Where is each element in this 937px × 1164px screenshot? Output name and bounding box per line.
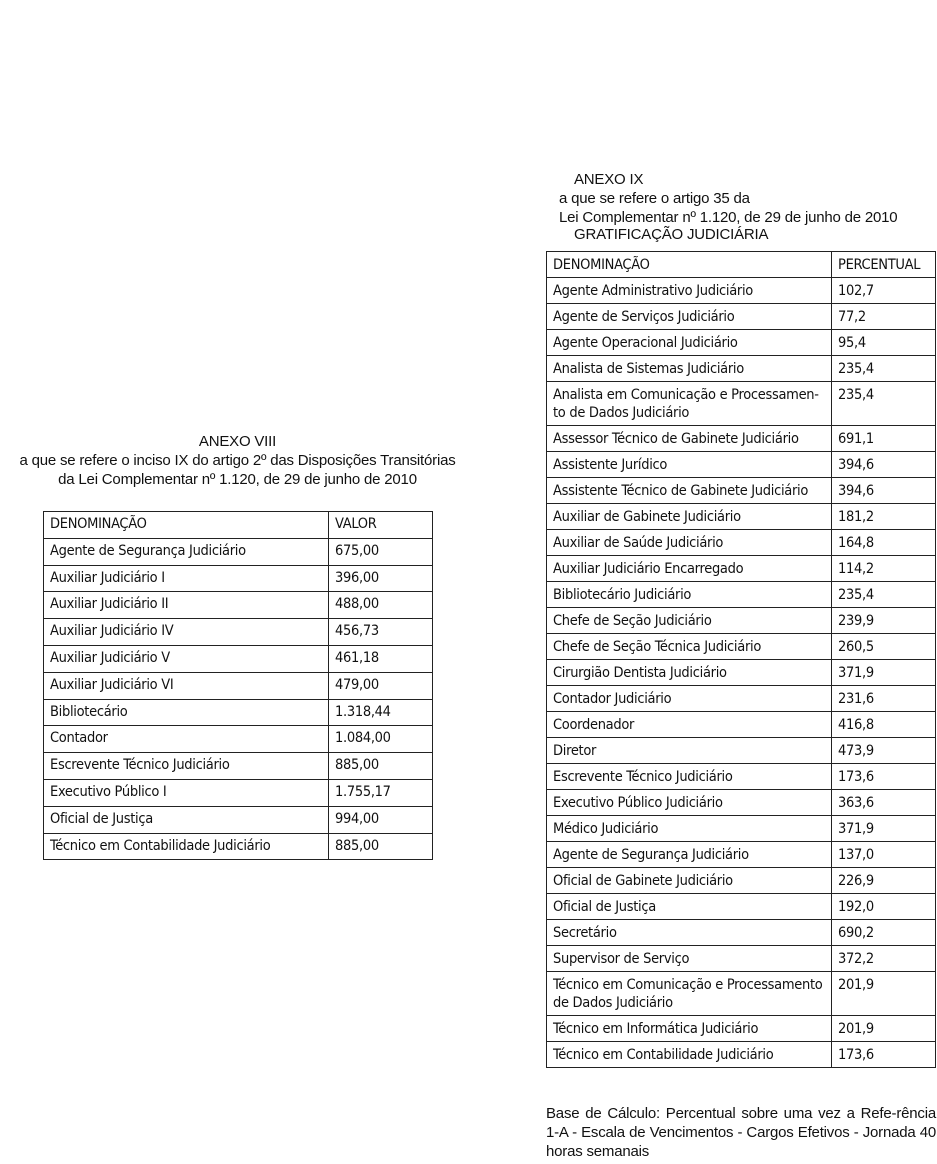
cell-value: 394,6 [832,478,936,504]
cell-denominacao: Médico Judiciário [547,816,832,842]
cell-value: 235,4 [832,356,936,382]
annex9-reference-line1: a que se refere o artigo 35 da [559,190,750,207]
cell-denominacao: Oficial de Justiça [44,806,329,833]
cell-value: 394,6 [832,452,936,478]
table-row [547,1016,936,1042]
header-denominacao: DENOMINAÇÃO [547,252,832,278]
cell-denominacao: Assistente Técnico de Gabinete Judiciário [547,478,832,504]
table-row [547,920,936,946]
cell-value: 488,00 [329,592,433,619]
cell-value: 173,6 [832,764,936,790]
cell-denominacao: Escrevente Técnico Judiciário [547,764,832,790]
cell-value: 885,00 [329,833,433,860]
table-row [547,790,936,816]
cell-value: 994,00 [329,806,433,833]
header-percentual: PERCENTUAL [832,252,936,278]
cell-denominacao: Auxiliar Judiciário Encarregado [547,556,832,582]
cell-denominacao: Agente Administrativo Judiciário [547,278,832,304]
cell-value: 363,6 [832,790,936,816]
cell-value: 371,9 [832,660,936,686]
cell-value: 164,8 [832,530,936,556]
table-row [547,842,936,868]
cell-value: 691,1 [832,426,936,452]
cell-value: 1.084,00 [329,726,433,753]
cell-denominacao: Agente de Serviços Judiciário [547,304,832,330]
cell-denominacao: Assessor Técnico de Gabinete Judiciário [547,426,832,452]
cell-value: 260,5 [832,634,936,660]
annex8-reference-line1: a que se refere o inciso IX do artigo 2º das Disposições Transitórias [19,452,456,469]
cell-value: 461,18 [329,645,433,672]
table-row [547,634,936,660]
table-row [547,972,936,1016]
annex8-heading [0,432,475,489]
table-row [547,556,936,582]
table-row [547,608,936,634]
table-row [44,565,433,592]
table-row [44,726,433,753]
calculation-base-note: Base de Cálculo: Percentual sobre uma vez a Refe-rência 1-A - Escala de Vencimentos - Cargos Efetivos - Jornada 40 horas semanais [546,1105,936,1160]
cell-denominacao: Executivo Público Judiciário [547,790,832,816]
cell-denominacao: Chefe de Seção Técnica Judiciário [547,634,832,660]
cell-denominacao: Diretor [547,738,832,764]
table-row [44,833,433,860]
cell-value: 372,2 [832,946,936,972]
cell-denominacao: Cirurgião Dentista Judiciário [547,660,832,686]
cell-denominacao: Técnico em Comunicação e Processamento de Dados Judiciário [547,972,832,1016]
table-row [547,894,936,920]
table-row [44,699,433,726]
cell-value: 95,4 [832,330,936,356]
cell-denominacao: Analista de Sistemas Judiciário [547,356,832,382]
cell-denominacao: Auxiliar Judiciário IV [44,619,329,646]
annex9-table [546,251,936,1068]
table-row [547,686,936,712]
cell-value: 1.318,44 [329,699,433,726]
cell-denominacao: Oficial de Justiça [547,894,832,920]
cell-value: 239,9 [832,608,936,634]
table-row [547,382,936,426]
table-row [547,426,936,452]
table-row [547,330,936,356]
table-row [44,592,433,619]
table-row [547,530,936,556]
cell-denominacao: Técnico em Contabilidade Judiciário [547,1042,832,1068]
cell-denominacao: Auxiliar de Gabinete Judiciário [547,504,832,530]
cell-denominacao: Técnico em Contabilidade Judiciário [44,833,329,860]
annex8-table-body [44,512,433,860]
table-row [547,304,936,330]
cell-denominacao: Agente de Segurança Judiciário [44,538,329,565]
table-row [44,645,433,672]
table-row [547,868,936,894]
cell-denominacao: Auxiliar Judiciário V [44,645,329,672]
cell-denominacao: Agente Operacional Judiciário [547,330,832,356]
cell-value: 226,9 [832,868,936,894]
cell-value: 675,00 [329,538,433,565]
cell-value: 181,2 [832,504,936,530]
table-row [44,753,433,780]
cell-value: 416,8 [832,712,936,738]
cell-denominacao: Agente de Segurança Judiciário [547,842,832,868]
annex9-table-body [547,252,936,1068]
table-row [547,504,936,530]
table-row [547,946,936,972]
table-row [547,478,936,504]
cell-denominacao: Secretário [547,920,832,946]
cell-value: 201,9 [832,1016,936,1042]
table-row [547,712,936,738]
annex9-reference-line2: Lei Complementar nº 1.120, de 29 de junho de 2010 [559,209,898,226]
cell-value: 77,2 [832,304,936,330]
table-header-row [547,252,936,278]
header-valor: VALOR [329,512,433,539]
cell-denominacao: Oficial de Gabinete Judiciário [547,868,832,894]
cell-value: 396,00 [329,565,433,592]
cell-denominacao: Auxiliar de Saúde Judiciário [547,530,832,556]
table-row [547,582,936,608]
cell-denominacao: Auxiliar Judiciário I [44,565,329,592]
cell-denominacao: Bibliotecário Judiciário [547,582,832,608]
cell-denominacao: Auxiliar Judiciário VI [44,672,329,699]
cell-denominacao: Escrevente Técnico Judiciário [44,753,329,780]
cell-value: 885,00 [329,753,433,780]
cell-denominacao: Contador [44,726,329,753]
cell-denominacao: Assistente Jurídico [547,452,832,478]
cell-value: 479,00 [329,672,433,699]
annex9-heading [556,170,936,243]
cell-value: 192,0 [832,894,936,920]
table-row [547,452,936,478]
cell-value: 235,4 [832,582,936,608]
cell-value: 690,2 [832,920,936,946]
table-row [547,738,936,764]
header-denominacao: DENOMINAÇÃO [44,512,329,539]
annex9-subtitle: GRATIFICAÇÃO JUDICIÁRIA [574,226,769,243]
cell-value: 114,2 [832,556,936,582]
table-row [44,779,433,806]
table-row [44,672,433,699]
cell-denominacao: Chefe de Seção Judiciário [547,608,832,634]
table-header-row [44,512,433,539]
cell-denominacao: Contador Judiciário [547,686,832,712]
cell-denominacao: Executivo Público I [44,779,329,806]
cell-denominacao: Técnico em Informática Judiciário [547,1016,832,1042]
cell-value: 235,4 [832,382,936,426]
annex8-title: ANEXO VIII [198,433,277,450]
cell-value: 1.755,17 [329,779,433,806]
table-row [547,1042,936,1068]
table-row [44,619,433,646]
cell-denominacao: Supervisor de Serviço [547,946,832,972]
cell-denominacao: Coordenador [547,712,832,738]
annex8-table [43,511,433,860]
cell-value: 201,9 [832,972,936,1016]
table-row [547,816,936,842]
cell-value: 473,9 [832,738,936,764]
cell-value: 102,7 [832,278,936,304]
annex8-reference-line2: da Lei Complementar nº 1.120, de 29 de junho de 2010 [58,471,417,488]
table-row [44,806,433,833]
annex9-title: ANEXO IX [574,171,644,188]
table-row [547,278,936,304]
cell-denominacao: Auxiliar Judiciário II [44,592,329,619]
table-row [547,660,936,686]
cell-value: 371,9 [832,816,936,842]
table-row [44,538,433,565]
table-row [547,356,936,382]
cell-denominacao: Bibliotecário [44,699,329,726]
cell-value: 137,0 [832,842,936,868]
table-row [547,764,936,790]
cell-denominacao: Analista em Comunicação e Processamen-to de Dados Judiciário [547,382,832,426]
cell-value: 456,73 [329,619,433,646]
cell-value: 173,6 [832,1042,936,1068]
cell-value: 231,6 [832,686,936,712]
